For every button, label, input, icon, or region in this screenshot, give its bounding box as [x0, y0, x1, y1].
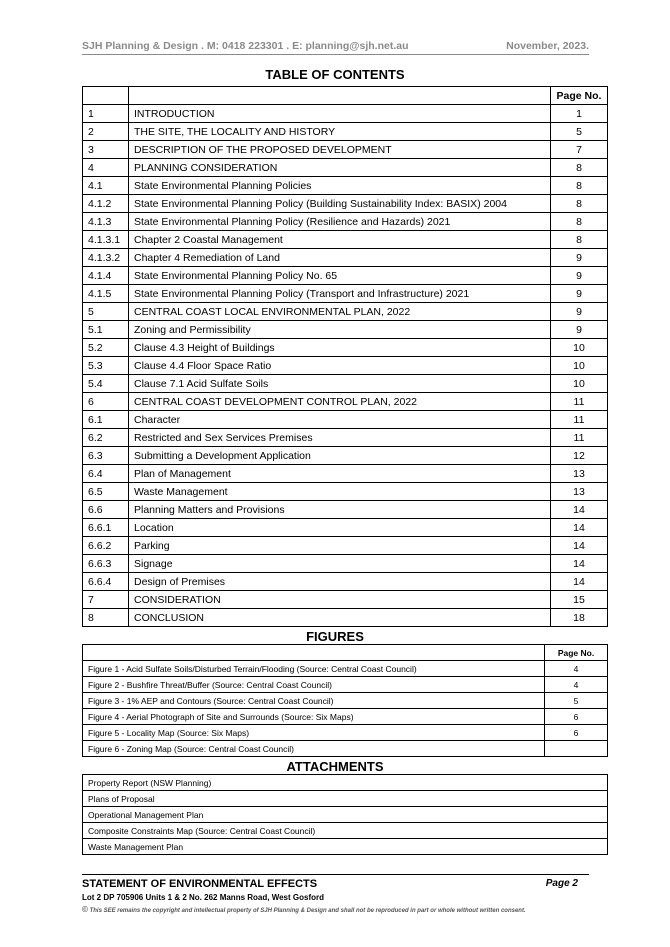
toc-row	[83, 501, 608, 519]
toc-section-number: 6.6.1	[83, 519, 129, 537]
toc-page-number: 11	[551, 429, 608, 447]
figures-table	[82, 644, 608, 757]
toc-section-number: 6.6.3	[83, 555, 129, 573]
toc-section-number: 6.6.4	[83, 573, 129, 591]
toc-section-title: CENTRAL COAST LOCAL ENVIRONMENTAL PLAN, 2022	[129, 303, 551, 321]
toc-section-number: 8	[83, 609, 129, 627]
toc-row	[83, 105, 608, 123]
toc-section-title: State Environmental Planning Policy (Building Sustainability Index: BASIX) 2004	[129, 195, 551, 213]
toc-row	[83, 177, 608, 195]
toc-row	[83, 123, 608, 141]
toc-section-title: Plan of Management	[129, 465, 551, 483]
toc-page-number: 12	[551, 447, 608, 465]
figure-title: Figure 1 - Acid Sulfate Soils/Disturbed Terrain/Flooding (Source: Central Coast Council)	[83, 661, 545, 677]
toc-section-title: CONSIDERATION	[129, 591, 551, 609]
toc-section-number: 4.1	[83, 177, 129, 195]
toc-section-title: Design of Premises	[129, 573, 551, 591]
attachment-title: Property Report (NSW Planning)	[83, 775, 608, 791]
toc-section-title: Zoning and Permissibility	[129, 321, 551, 339]
toc-row	[83, 429, 608, 447]
copyright-text: This SEE remains the copyright and intellectual property of SJH Planning & Design and shall not be reproduced in part or whole without written consent.	[89, 908, 526, 914]
header-date: November, 2023.	[506, 40, 589, 52]
toc-row	[83, 483, 608, 501]
attachment-title: Plans of Proposal	[83, 791, 608, 807]
attachment-title: Composite Constraints Map (Source: Central Coast Council)	[83, 823, 608, 839]
figure-page-number: 5	[545, 693, 608, 709]
figure-page-number: 4	[545, 677, 608, 693]
toc-section-number: 4.1.2	[83, 195, 129, 213]
toc-section-title: Signage	[129, 555, 551, 573]
toc-row	[83, 393, 608, 411]
figures-title: FIGURES	[306, 629, 364, 644]
toc-section-number: 6.5	[83, 483, 129, 501]
toc-section-title: DESCRIPTION OF THE PROPOSED DEVELOPMENT	[129, 141, 551, 159]
attachments-table	[82, 774, 608, 855]
toc-page-number: 9	[551, 267, 608, 285]
toc-section-title: State Environmental Planning Policy (Resilience and Hazards) 2021	[129, 213, 551, 231]
toc-row	[83, 303, 608, 321]
toc-page-number: 9	[551, 303, 608, 321]
toc-section-number: 6.1	[83, 411, 129, 429]
toc-section-number: 4.1.5	[83, 285, 129, 303]
toc-section-number: 6.2	[83, 429, 129, 447]
figure-row	[83, 693, 608, 709]
toc-row	[83, 267, 608, 285]
toc-page-number: 8	[551, 159, 608, 177]
toc-section-title: Submitting a Development Application	[129, 447, 551, 465]
figure-page-number: 6	[545, 709, 608, 725]
header-contact: SJH Planning & Design . M: 0418 223301 . E: planning@sjh.net.au	[82, 40, 409, 52]
toc-section-title: Clause 7.1 Acid Sulfate Soils	[129, 375, 551, 393]
toc-section-number: 4.1.3	[83, 213, 129, 231]
figure-title: Figure 6 - Zoning Map (Source: Central Coast Council)	[83, 741, 545, 757]
toc-page-number: 18	[551, 609, 608, 627]
toc-header-page-cell: Page No.	[551, 87, 608, 105]
toc-row	[83, 195, 608, 213]
footer-document-title: STATEMENT OF ENVIRONMENTAL EFFECTS	[82, 878, 318, 890]
toc-section-title: Waste Management	[129, 483, 551, 501]
attachment-row	[83, 775, 608, 791]
toc-row	[83, 591, 608, 609]
figure-title: Figure 3 - 1% AEP and Contours (Source: Central Coast Council)	[83, 693, 545, 709]
toc-header-num-cell	[83, 87, 129, 105]
toc-section-title: Clause 4.3 Height of Buildings	[129, 339, 551, 357]
toc-section-number: 7	[83, 591, 129, 609]
toc-section-title: PLANNING CONSIDERATION	[129, 159, 551, 177]
toc-row	[83, 447, 608, 465]
toc-page-number: 10	[551, 339, 608, 357]
toc-section-number: 2	[83, 123, 129, 141]
toc-page-number: 11	[551, 411, 608, 429]
figure-page-number: 4	[545, 661, 608, 677]
toc-page-number: 8	[551, 213, 608, 231]
toc-section-number: 5.2	[83, 339, 129, 357]
toc-row	[83, 519, 608, 537]
toc-section-title: Character	[129, 411, 551, 429]
toc-row	[83, 159, 608, 177]
attachment-row	[83, 839, 608, 855]
figures-header-page-cell: Page No.	[545, 645, 608, 661]
footer-page-number: Page 2	[545, 878, 578, 889]
footer-copyright	[82, 905, 526, 914]
attachment-title: Waste Management Plan	[83, 839, 608, 855]
toc-row	[83, 411, 608, 429]
page-header	[82, 40, 589, 55]
figure-title: Figure 5 - Locality Map (Source: Six Maps)	[83, 725, 545, 741]
toc-section-number: 6.6	[83, 501, 129, 519]
copyright-symbol: ©	[82, 905, 88, 914]
attachment-row	[83, 791, 608, 807]
toc-page-number: 13	[551, 483, 608, 501]
toc-section-title: State Environmental Planning Policies	[129, 177, 551, 195]
toc-page-number: 9	[551, 321, 608, 339]
footer-divider	[82, 874, 589, 875]
toc-row	[83, 357, 608, 375]
figure-page-number	[545, 741, 608, 757]
toc-section-number: 4	[83, 159, 129, 177]
toc-row	[83, 375, 608, 393]
toc-page-number: 14	[551, 537, 608, 555]
figure-title: Figure 2 - Bushfire Threat/Buffer (Source: Central Coast Council)	[83, 677, 545, 693]
toc-title: TABLE OF CONTENTS	[265, 67, 405, 82]
toc-page-number: 9	[551, 249, 608, 267]
toc-section-number: 3	[83, 141, 129, 159]
toc-page-number: 5	[551, 123, 608, 141]
toc-row	[83, 141, 608, 159]
toc-row	[83, 609, 608, 627]
toc-section-title: CENTRAL COAST DEVELOPMENT CONTROL PLAN, 2022	[129, 393, 551, 411]
toc-row	[83, 555, 608, 573]
toc-section-number: 6	[83, 393, 129, 411]
toc-row	[83, 339, 608, 357]
toc-section-title: Parking	[129, 537, 551, 555]
toc-section-title: THE SITE, THE LOCALITY AND HISTORY	[129, 123, 551, 141]
toc-page-number: 15	[551, 591, 608, 609]
toc-header-title-cell	[129, 87, 551, 105]
figure-row	[83, 677, 608, 693]
toc-row	[83, 285, 608, 303]
attachment-row	[83, 823, 608, 839]
toc-page-number: 9	[551, 285, 608, 303]
toc-row	[83, 213, 608, 231]
toc-page-number: 10	[551, 357, 608, 375]
figure-row	[83, 661, 608, 677]
footer-address: Lot 2 DP 705906 Units 1 & 2 No. 262 Manns Road, West Gosford	[82, 893, 324, 902]
toc-section-title: Chapter 2 Coastal Management	[129, 231, 551, 249]
toc-section-title: Chapter 4 Remediation of Land	[129, 249, 551, 267]
toc-page-number: 8	[551, 195, 608, 213]
toc-page-number: 10	[551, 375, 608, 393]
toc-section-number: 5	[83, 303, 129, 321]
toc-section-number: 6.6.2	[83, 537, 129, 555]
figure-row	[83, 725, 608, 741]
toc-section-title: Restricted and Sex Services Premises	[129, 429, 551, 447]
toc-row	[83, 537, 608, 555]
toc-section-number: 4.1.4	[83, 267, 129, 285]
figures-header-row	[83, 645, 608, 661]
toc-section-title: State Environmental Planning Policy (Transport and Infrastructure) 2021	[129, 285, 551, 303]
toc-section-number: 6.4	[83, 465, 129, 483]
toc-page-number: 14	[551, 555, 608, 573]
toc-table	[82, 86, 608, 627]
toc-page-number: 11	[551, 393, 608, 411]
attachment-row	[83, 807, 608, 823]
toc-row	[83, 249, 608, 267]
toc-page-number: 8	[551, 231, 608, 249]
toc-section-title: State Environmental Planning Policy No. 65	[129, 267, 551, 285]
figure-row	[83, 741, 608, 757]
toc-header-row	[83, 87, 608, 105]
toc-section-title: Clause 4.4 Floor Space Ratio	[129, 357, 551, 375]
toc-section-number: 5.4	[83, 375, 129, 393]
figures-header-title-cell	[83, 645, 545, 661]
figure-page-number: 6	[545, 725, 608, 741]
figure-title: Figure 4 - Aerial Photograph of Site and Surrounds (Source: Six Maps)	[83, 709, 545, 725]
toc-section-number: 6.3	[83, 447, 129, 465]
attachment-title: Operational Management Plan	[83, 807, 608, 823]
toc-section-number: 4.1.3.1	[83, 231, 129, 249]
toc-row	[83, 231, 608, 249]
toc-page-number: 1	[551, 105, 608, 123]
toc-row	[83, 465, 608, 483]
toc-section-title: INTRODUCTION	[129, 105, 551, 123]
toc-row	[83, 321, 608, 339]
toc-page-number: 14	[551, 573, 608, 591]
toc-section-number: 5.1	[83, 321, 129, 339]
toc-section-number: 1	[83, 105, 129, 123]
figure-row	[83, 709, 608, 725]
toc-page-number: 14	[551, 519, 608, 537]
toc-section-title: Planning Matters and Provisions	[129, 501, 551, 519]
toc-row	[83, 573, 608, 591]
toc-section-number: 4.1.3.2	[83, 249, 129, 267]
toc-page-number: 13	[551, 465, 608, 483]
toc-section-number: 5.3	[83, 357, 129, 375]
toc-section-title: Location	[129, 519, 551, 537]
toc-page-number: 14	[551, 501, 608, 519]
attachments-title: ATTACHMENTS	[286, 759, 384, 774]
toc-page-number: 7	[551, 141, 608, 159]
toc-page-number: 8	[551, 177, 608, 195]
toc-section-title: CONCLUSION	[129, 609, 551, 627]
